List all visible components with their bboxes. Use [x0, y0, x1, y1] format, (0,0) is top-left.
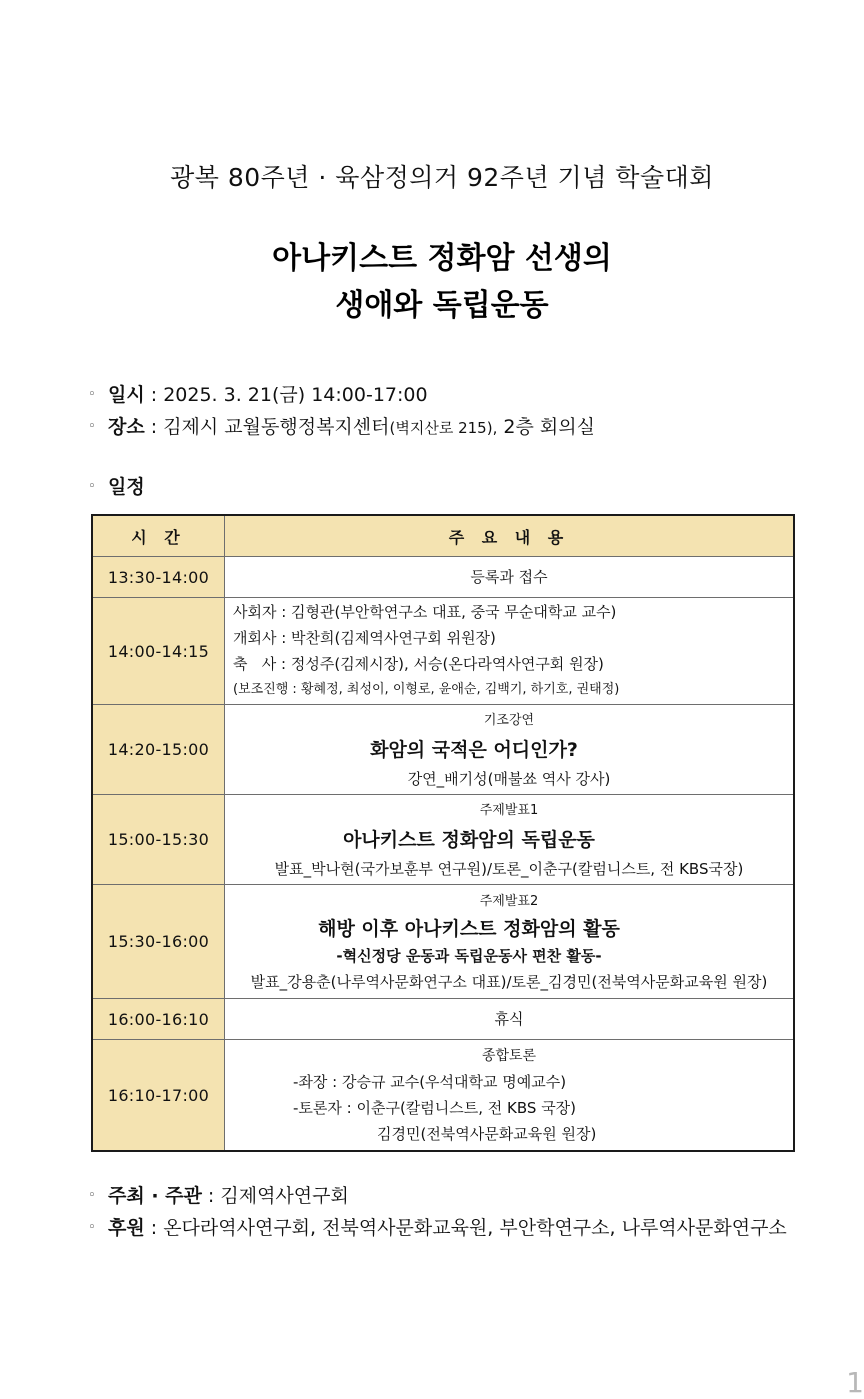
session-title: 아나키스트 정화암의 독립운동	[343, 828, 595, 851]
content-cell	[225, 795, 795, 885]
event-title-line-1: 아나키스트 정화암 선생의	[272, 241, 612, 276]
table-row	[92, 705, 794, 795]
place-value: : 김제시 교월동행정복지센터	[150, 416, 390, 438]
time-cell: 16:00-16:10	[92, 999, 225, 1040]
date-value: : 2025. 3. 21(금) 14:00-17:00	[150, 384, 428, 406]
time-cell: 15:00-15:30	[92, 795, 225, 885]
table-row	[92, 598, 794, 705]
congratulatory-text: 축 사 : 정성주(김제시장), 서승(온다라역사연구회 원장)	[233, 655, 604, 673]
assistants-text: (보조진행 : 황혜정, 최성이, 이형로, 윤애순, 김백기, 하기호, 권태정)	[233, 682, 620, 697]
header-time: 시 간	[92, 515, 225, 557]
session-speaker: 발표_박나현(국가보훈부 연구원)/토론_이춘구(칼럼니스트, 전 KBS국장)	[274, 859, 744, 878]
page-number: 1	[846, 1366, 864, 1399]
host-value: : 김제역사연구회	[207, 1185, 349, 1207]
place-address: (벽지산로 215),	[389, 419, 498, 437]
session-speaker: 발표_강용춘(나루역사문화연구소 대표)/토론_김경민(전북역사문화교육원 원장)	[250, 972, 768, 991]
bullet-icon: ◦	[88, 419, 96, 434]
session-title: 화암의 국적은 어디인가?	[370, 738, 578, 761]
host-label: 주최 · 주관	[108, 1185, 202, 1207]
table-row	[92, 885, 794, 999]
schedule-label: 일정	[108, 476, 145, 498]
time-cell: 15:30-16:00	[92, 885, 225, 999]
moderator-text: 사회자 : 김형관(부안학연구소 대표, 중국 무순대학교 교수)	[233, 603, 617, 621]
time-cell: 14:20-15:00	[92, 705, 225, 795]
event-supertitle: 광복 80주년 · 육삼정의거 92주년 기념 학술대회	[170, 163, 714, 192]
bullet-icon: ◦	[88, 1188, 96, 1203]
time-cell: 16:10-17:00	[92, 1040, 225, 1152]
content-cell	[225, 999, 795, 1040]
info-place	[88, 412, 595, 439]
session-label: 기조강연	[483, 712, 535, 728]
content-text: 등록과 접수	[470, 568, 548, 586]
opening-address-text: 개회사 : 박찬희(김제역사연구회 위원장)	[233, 629, 496, 647]
discussant-text: -토론자 : 이춘구(칼럼니스트, 전 KBS 국장)	[293, 1099, 577, 1117]
info-host	[88, 1181, 349, 1208]
session-label: 주제발표2	[479, 893, 539, 909]
info-sponsor	[88, 1213, 787, 1240]
content-cell	[225, 557, 795, 598]
info-schedule-heading	[88, 472, 145, 499]
place-label: 장소	[108, 416, 145, 438]
table-row	[92, 557, 794, 598]
time-cell: 14:00-14:15	[92, 598, 225, 705]
header-content: 주 요 내 용	[225, 515, 795, 557]
chair-text: -좌장 : 강승규 교수(우석대학교 명예교수)	[293, 1073, 567, 1091]
discussant-text-2: 김경민(전북역사문화교육원 원장)	[377, 1125, 597, 1143]
table-row	[92, 999, 794, 1040]
content-cell	[225, 598, 795, 705]
date-label: 일시	[108, 384, 145, 406]
event-title-line-2: 생애와 독립운동	[335, 288, 549, 323]
place-room: 2층 회의실	[497, 416, 595, 438]
session-title: 해방 이후 아나키스트 정화암의 활동	[318, 917, 620, 940]
content-cell	[225, 1040, 795, 1152]
session-subtitle: -혁신정당 운동과 독립운동사 편찬 활동-	[336, 946, 602, 965]
time-cell: 13:30-14:00	[92, 557, 225, 598]
session-label: 주제발표1	[479, 802, 539, 818]
table-row	[92, 1040, 794, 1152]
sponsor-value: : 온다라역사연구회, 전북역사문화교육원, 부안학연구소, 나루역사문화연구소	[150, 1217, 787, 1239]
bullet-icon: ◦	[88, 479, 96, 494]
bullet-icon: ◦	[88, 387, 96, 402]
content-cell	[225, 705, 795, 795]
table-header-row	[92, 515, 794, 557]
schedule-table	[91, 514, 795, 1152]
bullet-icon: ◦	[88, 1220, 96, 1235]
table-row	[92, 795, 794, 885]
info-date	[88, 380, 428, 407]
content-cell	[225, 885, 795, 999]
session-label: 종합토론	[481, 1048, 537, 1064]
sponsor-label: 후원	[108, 1217, 145, 1239]
content-text: 휴식	[494, 1010, 524, 1028]
session-speaker: 강연_배기성(매불쑈 역사 강사)	[407, 769, 611, 788]
